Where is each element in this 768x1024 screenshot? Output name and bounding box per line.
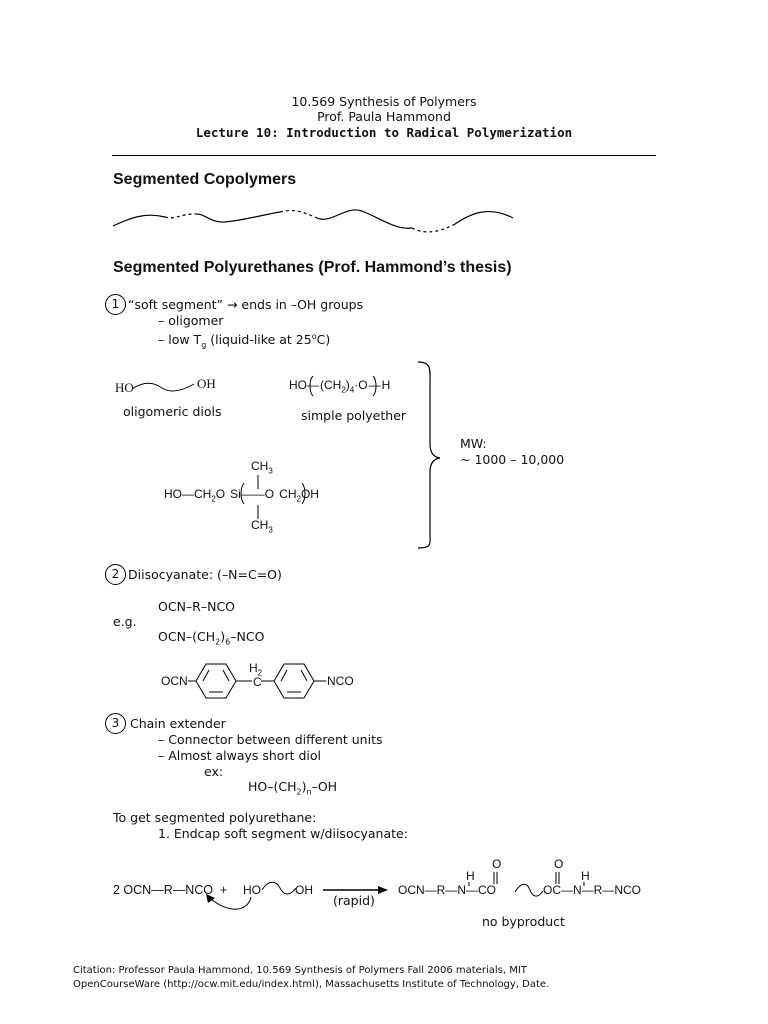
product-left: OCN—R—N—CO xyxy=(398,883,496,897)
mdi-ocn-label: OCN xyxy=(161,674,188,688)
ex-label: ex: xyxy=(204,764,224,779)
attack-arrow xyxy=(210,897,251,909)
siloxane-paren-right xyxy=(302,483,305,504)
section-heading-polyurethanes: Segmented Polyurethanes (Prof. Hammond’s thesis) xyxy=(113,259,512,276)
reactant-diisocyanate: 2 OCN—R—NCO + xyxy=(113,883,228,897)
lecture-title: Lecture 10: Introduction to Radical Polymerization xyxy=(195,125,573,140)
rapid-label: (rapid) xyxy=(333,893,375,908)
citation-line-2: OpenCourseWare (http://ocw.mit.edu/index.html), Massachusetts Institute of Technology, Date. xyxy=(73,979,550,990)
diisocyanate-text: Diisocyanate: (–N=C=O) xyxy=(128,567,282,582)
mdi-ring-left xyxy=(196,664,236,698)
short-diol-bullet: – Almost always short diol xyxy=(158,748,321,763)
diol-formula: $HO-(CH_2)_n-OH$ xyxy=(248,779,338,797)
hdi-formula: OCN–$(CH_2)_6$–NCO xyxy=(158,629,265,647)
professor-name: Prof. Paula Hammond xyxy=(317,109,451,124)
polyether-paren-right xyxy=(373,376,376,396)
reactant-diol-oh: OH xyxy=(295,883,313,897)
citation-line-1: Citation: Professor Paula Hammond, 10.569 Synthesis of Polymers Fall 2006 materials, MIT xyxy=(73,965,527,976)
soft-segment-1 xyxy=(165,214,195,218)
mw-range: ~ 1000 – 10,000 xyxy=(460,452,565,467)
product-o-left: O xyxy=(492,857,502,871)
polyether-formula: HO— $(CH_2)_4\cdot O$ — H xyxy=(289,378,391,395)
hard-segment-2 xyxy=(195,212,280,222)
hard-segment-4 xyxy=(455,212,513,224)
connector-bullet: – Connector between different units xyxy=(158,732,383,747)
siloxane-paren-left xyxy=(241,483,244,504)
diol-oh-label: OH xyxy=(197,376,216,391)
mw-brace xyxy=(418,362,440,548)
polyether-paren-left xyxy=(310,376,313,396)
soft-segment-2 xyxy=(280,211,315,217)
diisocyanate-formula-generic: OCN–R–NCO xyxy=(158,599,236,614)
product-o-right: O xyxy=(554,857,564,871)
procedure-step-1: 1. Endcap soft segment w/diisocyanate: xyxy=(158,826,408,841)
oligomer-diol-chain xyxy=(132,383,194,391)
low-tg-bullet: – low $T_g$ (liquid-like at 25$^o$C) xyxy=(158,332,331,350)
hard-segment-1 xyxy=(113,215,165,226)
oligomeric-diols-label: oligomeric diols xyxy=(123,404,222,419)
siloxane-ch3-bottom: $CH_3$ xyxy=(251,518,273,535)
item-number-2: 2 xyxy=(105,564,126,585)
eg-label: e.g. xyxy=(113,614,137,629)
mdi-c-label: C xyxy=(253,675,262,689)
soft-segment-text: “soft segment” → ends in –OH groups xyxy=(128,297,364,312)
reactant-diol-chain xyxy=(262,882,296,894)
mdi-nco-label: NCO xyxy=(327,674,354,688)
item-number-3: 3 xyxy=(105,713,126,734)
oligomer-bullet: – oligomer xyxy=(158,313,224,328)
section-heading-copolymers: Segmented Copolymers xyxy=(113,171,297,188)
simple-polyether-label: simple polyether xyxy=(301,408,407,423)
product-h-left: H xyxy=(466,869,475,883)
procedure-title: To get segmented polyurethane: xyxy=(113,810,317,825)
no-byproduct-label: no byproduct xyxy=(482,914,565,929)
diol-ho-label: HO xyxy=(115,380,134,395)
mw-label: MW: xyxy=(460,436,487,451)
reaction-arrow-head xyxy=(378,886,388,894)
chain-extender-text: Chain extender xyxy=(130,716,226,731)
siloxane-ch3-top: $CH_3$ xyxy=(251,459,273,476)
course-title: 10.569 Synthesis of Polymers xyxy=(291,94,477,109)
product-right: OC—N—R—NCO xyxy=(543,883,641,897)
soft-segment-3 xyxy=(412,224,455,232)
siloxane-formula: $HO—CH_2O$ Si——O $CH_2OH$ xyxy=(164,487,319,504)
mdi-ring-right xyxy=(274,664,314,698)
hard-segment-3 xyxy=(315,210,412,228)
product-h-right: H xyxy=(581,869,590,883)
product-soft-segment xyxy=(515,884,543,896)
reactant-diol-ho: HO xyxy=(243,883,261,897)
segmented-copolymer-chain xyxy=(113,210,513,232)
attack-arrow-head xyxy=(206,894,215,903)
item-number-1: 1 xyxy=(105,294,126,315)
mdi-h2-label: $H_2$ xyxy=(249,661,263,678)
